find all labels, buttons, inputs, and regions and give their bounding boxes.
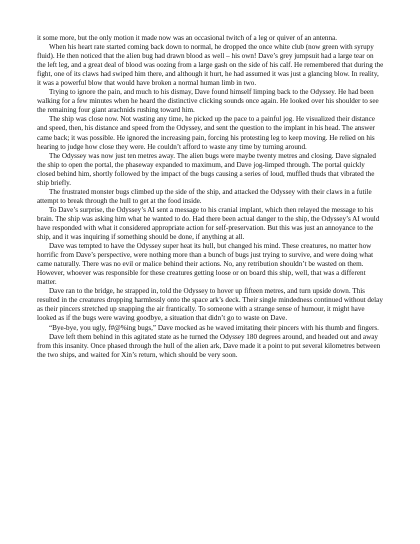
paragraph-11: Dave left them behind in this agitated state as he turned the Odyssey 180 degrees around, and headed out and away from this insanity. Once phased through the hull of the alien ark, Dave made it a point to put several kilometres between the two ships, and waited for Xin’s return, which should be very soon. [37, 332, 381, 359]
paragraph-8: Dave was tempted to have the Odyssey super heat its hull, but changed his mind. These creatures, no matter how horrific from Dave’s perspective, were nothing more than a bunch of bugs just trying to survive, and were doing what came naturally. There was no evil or malice behind their actions. No, any retribution shouldn’t be wasted on them. However, whoever was responsible for these creatures getting loose or on board this ship, well, that was a different matter. [37, 242, 374, 287]
paragraph-7: To Dave’s surprise, the Odyssey’s AI sent a message to his cranial implant, which then relayed the message to his brain. The ship was asking him what he wanted to do. Had there been actual danger to the ship, the Odyssey’s AI would have responded with what it considered appropriate action for self-preservation. But this was just an annoyance to the ship, and it was inquiring if something should be done, if anything at all. [37, 205, 380, 242]
paragraph-1: it some more, but the only motion it made now was an occasional twitch of a leg or quiver of an antenna. [37, 34, 338, 42]
paragraph-10: “Bye-bye, you ugly, f#@%ing bugs,” Dave mocked as he waved imitating their pincers with his thumb and fingers. [49, 323, 379, 332]
paragraph-3: Trying to ignore the pain, and much to his dismay, Dave found himself limping back to the Odyssey. He had been walking for a few minutes when he heard the distinctive clicking sounds once again. He looked over his shoulder to see the remaining four giant arachnids rushing toward him. [37, 88, 379, 115]
paragraph-4: The ship was close now. Not wasting any time, he picked up the pace to a painful jog. He visualized their distance and speed, then, his distance and speed from the Odyssey, and sent the question to the implant in his head. The answer came back; it was possible. He ignored the increasing pain, forcing his protesting leg to keep moving. He relied on his hearing to judge how close they were. He couldn’t afford to waste any time by turning around. [37, 115, 375, 151]
paragraph-5: The Odyssey was now just ten metres away. The alien bugs were maybe twenty metres and closing. Dave signaled the ship to open the portal, the phaseway expanded to maximum, and Dave jog-limped through. The portal quickly closed behind him, shortly followed by the impact of the bugs causing a series of loud, muffled thuds that vibrated the ship briefly. [37, 151, 376, 187]
paragraph-9: Dave ran to the bridge, he strapped in, told the Odyssey to hover up fifteen metres, and turn upside down. This resulted in the creatures dropping harmlessly onto the space ark’s deck. Their single mindedness continued without delay as their pincers stretched up snapping the air frantically. To someone with a strange sense of humour, it might have looked as if the bugs were waving goodbye, a situation that didn’t go to waste on Dave. [37, 287, 383, 323]
book-page [37, 34, 384, 360]
paragraph-6: The frustrated monster bugs climbed up the side of the ship, and attacked the Odyssey with their claws in a futile attempt to break through the hull to get at the food inside. [37, 187, 372, 205]
paragraph-2: When his heart rate started coming back down to normal, he dropped the once white club (now green with syrupy fluid). He then noticed that the alien bug had drawn blood as well – his own! Dave’s grey jumpsuit had a large tear on the left leg, and a great deal of blood was oozing from a large gash on the side of his calf. He remembered that during the fight, one of its claws had swiped him there, and although it hurt, he had assumed it was just a glancing blow. In reality, it was a powerful blow that would have broken a normal human limb in two. [37, 43, 384, 88]
